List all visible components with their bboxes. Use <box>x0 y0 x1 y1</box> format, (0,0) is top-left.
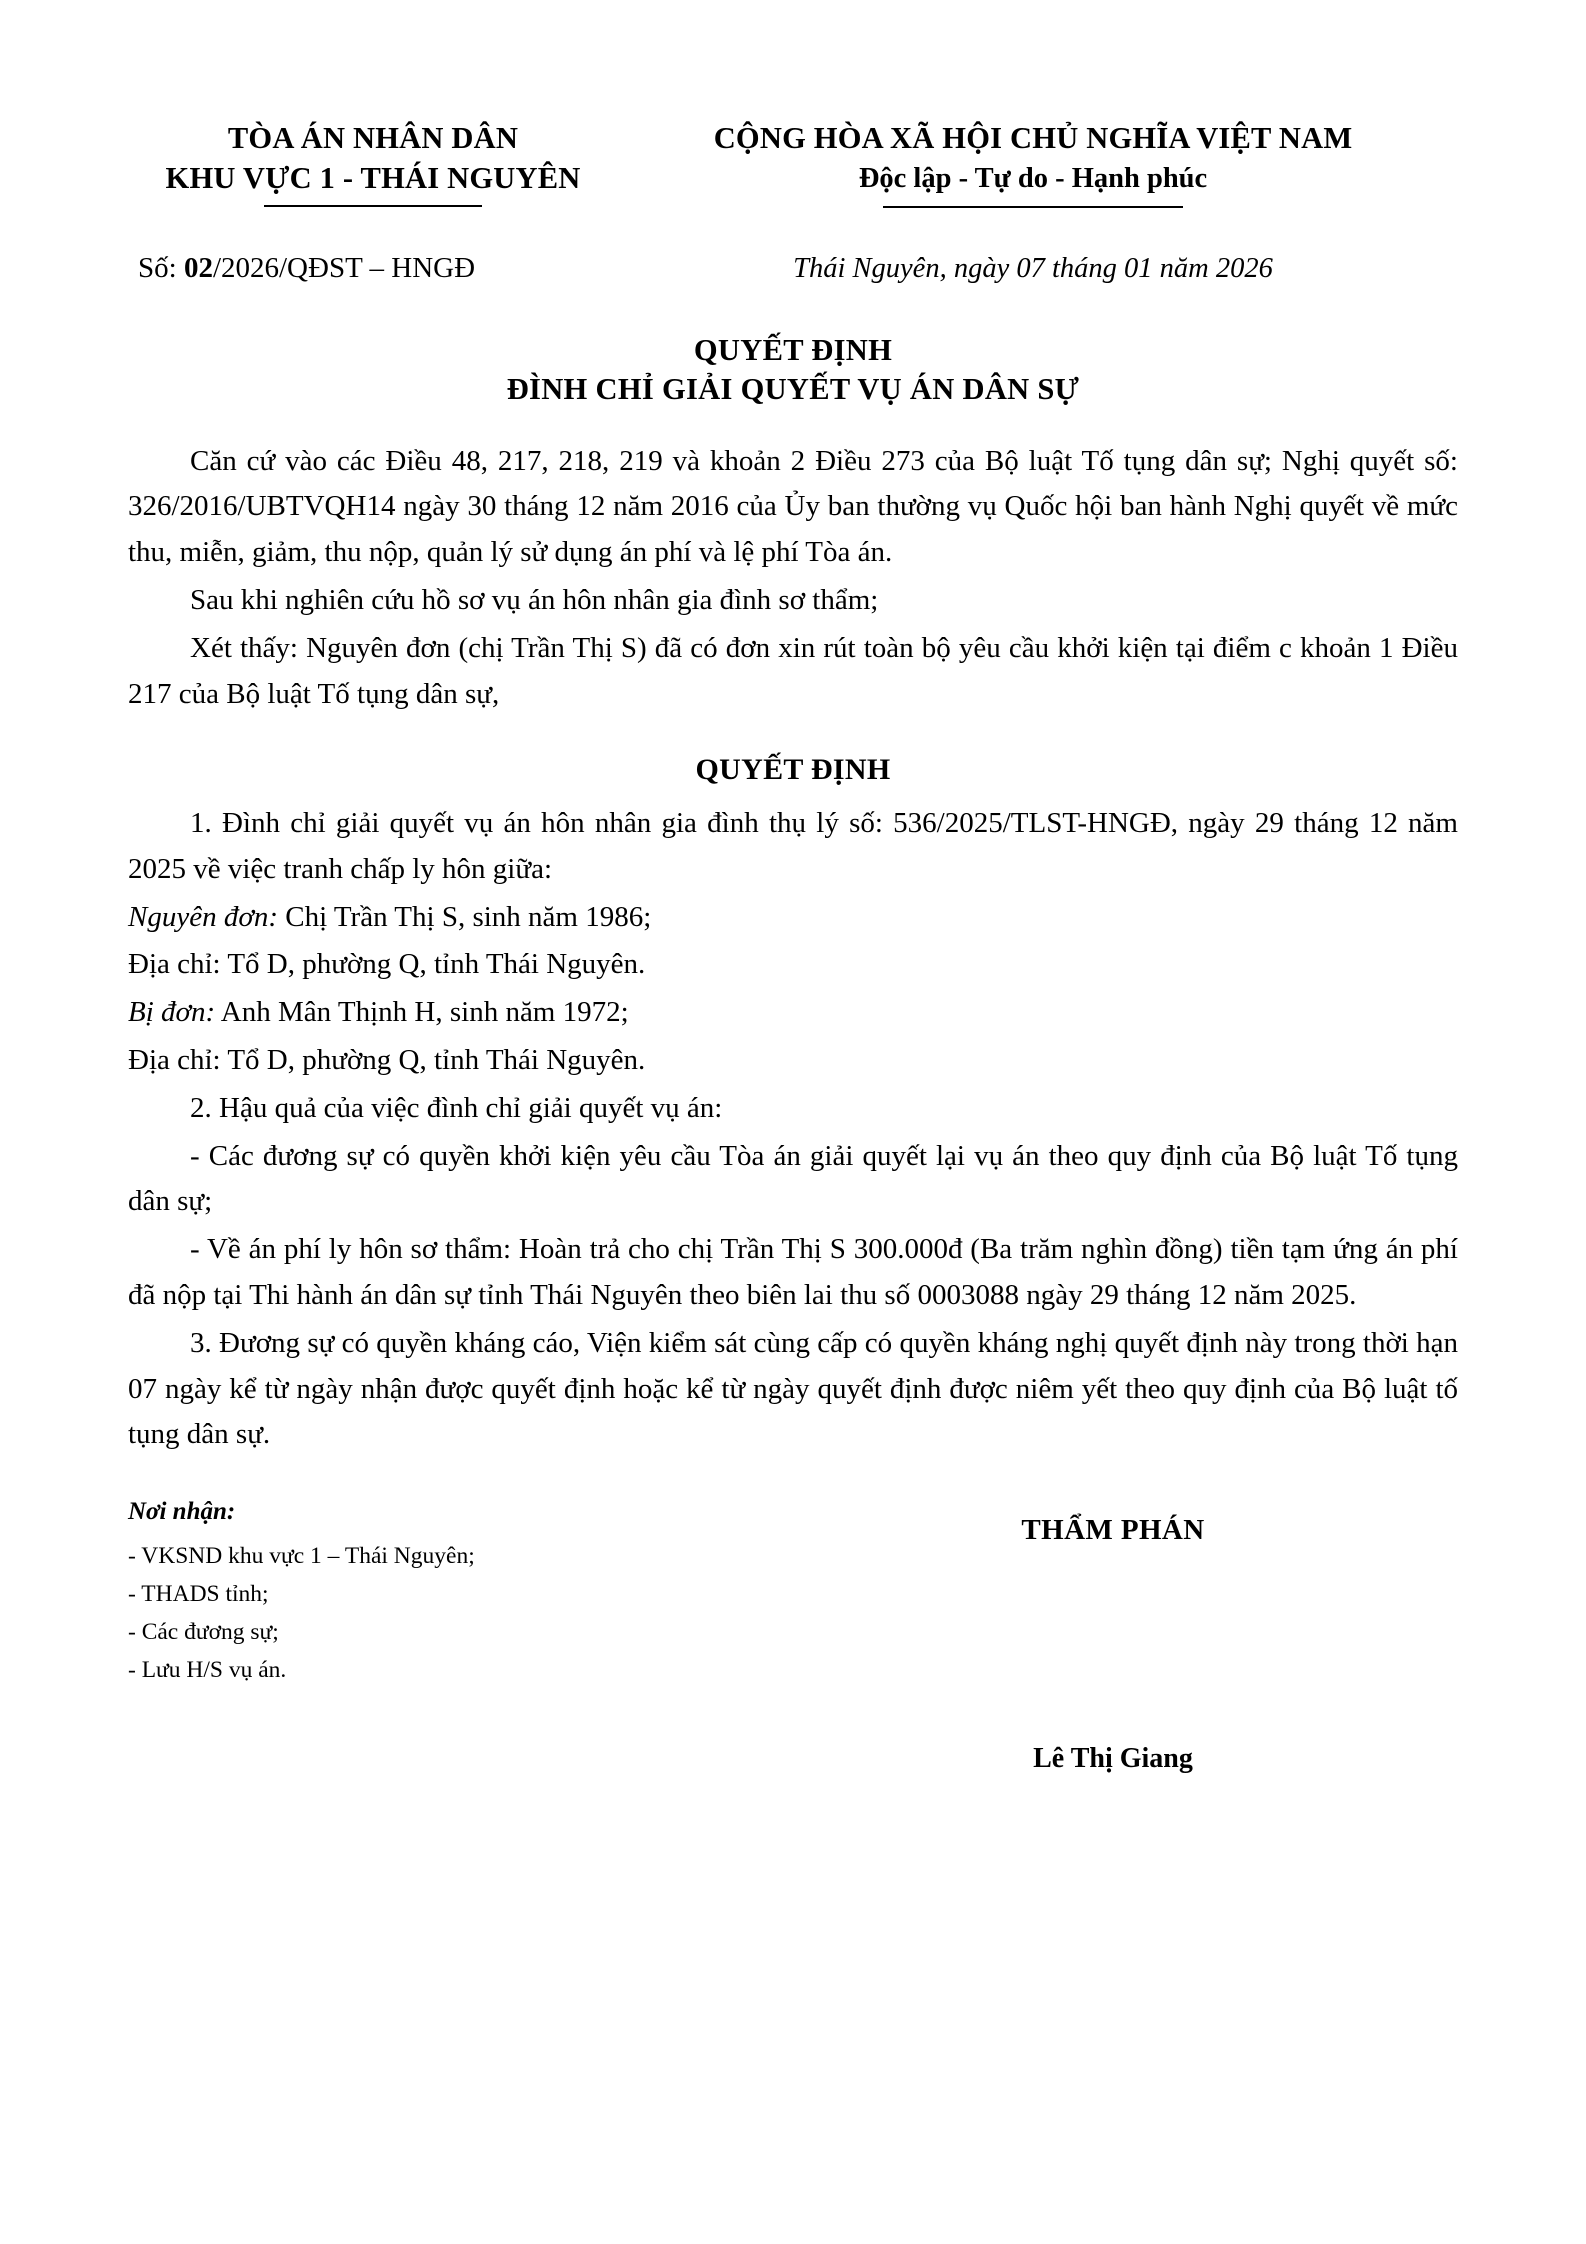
defendant-address: Địa chỉ: Tổ D, phường Q, tỉnh Thái Nguyên. <box>128 1043 646 1076</box>
document-meta <box>128 252 1458 285</box>
decision-item-2: 2. Hậu quả của việc đình chỉ giải quyết vụ án: <box>190 1091 723 1124</box>
issuing-organization <box>128 118 608 207</box>
decision-item-2a: - Các đương sự có quyền khởi kiện yêu cầu Tòa án giải quyết lại vụ án theo quy định của Bộ luật Tố tụng dân sự; <box>128 1139 1458 1218</box>
list-item: - VKSND khu vực 1 – Thái Nguyên; <box>128 1542 475 1569</box>
document-number-prefix: Số: <box>138 251 184 284</box>
paragraph-consideration: Xét thấy: Nguyên đơn (chị Trần Thị S) đã có đơn xin rút toàn bộ yêu cầu khởi kiện tại điểm c khoản 1 Điều 217 của Bộ luật Tố tụng dân sự, <box>128 631 1458 710</box>
decision-item-3: 3. Đương sự có quyền kháng cáo, Viện kiểm sát cùng cấp có quyền kháng nghị quyết định này trong thời hạn 07 ngày kể từ ngày nhận được quyết định hoặc kể từ ngày quyết định được niêm yết theo quy định của Bộ luật tố tụng dân sự. <box>128 1326 1458 1451</box>
document-title-block <box>128 331 1458 409</box>
defendant-label: Bị đơn: <box>128 996 216 1029</box>
plaintiff-address: Địa chỉ: Tổ D, phường Q, tỉnh Thái Nguyên. <box>128 948 646 981</box>
org-name-line1: TÒA ÁN NHÂN DÂN <box>227 121 519 155</box>
plaintiff-value: Chị Trần Thị S, sinh năm 1986; <box>277 900 652 933</box>
document-number-suffix: /2026/QĐST – HNGĐ <box>212 251 476 284</box>
recipients-block <box>128 1492 768 1689</box>
plaintiff-label: Nguyên đơn: <box>128 900 278 933</box>
header-divider-right <box>883 206 1183 208</box>
org-name-line2: KHU VỰC 1 - THÁI NGUYÊN <box>165 161 581 196</box>
document-number-value: 02 <box>183 251 213 284</box>
header-divider-left <box>264 205 482 207</box>
national-title: CỘNG HÒA XÃ HỘI CHỦ NGHĨA VIỆT NAM <box>713 121 1353 155</box>
recipients-title: Nơi nhận: <box>128 1498 236 1526</box>
national-motto: Độc lập - Tự do - Hạnh phúc <box>858 163 1208 195</box>
paragraph-case-review: Sau khi nghiên cứu hồ sơ vụ án hôn nhân gia đình sơ thẩm; <box>190 584 879 617</box>
defendant-line <box>128 990 1458 1036</box>
place-and-date: Thái Nguyên, ngày 07 tháng 01 năm 2026 <box>793 252 1273 284</box>
list-item: - THADS tỉnh; <box>128 1580 269 1607</box>
signer-name: Lê Thị Giang <box>1033 1743 1193 1775</box>
decision-item-2b: - Về án phí ly hôn sơ thẩm: Hoàn trả cho chị Trần Thị S 300.000đ (Ba trăm nghìn đồng) tiền tạm ứng án phí đã nộp tại Thi hành án dân sự tỉnh Thái Nguyên theo biên lai thu số 0003088 ngày 29 tháng 12 năm 2025. <box>128 1233 1458 1312</box>
list-item: - Lưu H/S vụ án. <box>128 1656 287 1683</box>
signer-role: THẨM PHÁN <box>1021 1514 1205 1547</box>
plaintiff-line <box>128 895 1458 941</box>
defendant-value: Anh Mân Thịnh H, sinh năm 1972; <box>215 996 629 1029</box>
document-footer <box>128 1492 1458 1775</box>
decision-heading: QUYẾT ĐỊNH <box>695 752 891 786</box>
paragraph-legal-basis: Căn cứ vào các Điều 48, 217, 218, 219 và khoản 2 Điều 273 của Bộ luật Tố tụng dân sự; Nghị quyết số: 326/2016/UBTVQH14 ngày 30 tháng 12 năm 2016 của Ủy ban thường vụ Quốc hội ban hành Nghị quyết về mức thu, miễn, giảm, thu nộp, quản lý sử dụng án phí và lệ phí Tòa án. <box>128 444 1458 569</box>
decision-item-1: 1. Đình chỉ giải quyết vụ án hôn nhân gia đình thụ lý số: 536/2025/TLST-HNGĐ, ngày 29 tháng 12 năm 2025 về việc tranh chấp ly hôn giữa: <box>128 806 1458 885</box>
list-item: - Các đương sự; <box>128 1618 279 1645</box>
document-body <box>128 439 1458 1459</box>
document-header <box>128 118 1458 208</box>
document-number <box>128 252 608 285</box>
page-subtitle: ĐÌNH CHỈ GIẢI QUYẾT VỤ ÁN DÂN SỰ <box>506 371 1080 406</box>
page-title: QUYẾT ĐỊNH <box>693 332 893 367</box>
signature-block <box>768 1492 1458 1775</box>
national-heading <box>608 118 1458 208</box>
